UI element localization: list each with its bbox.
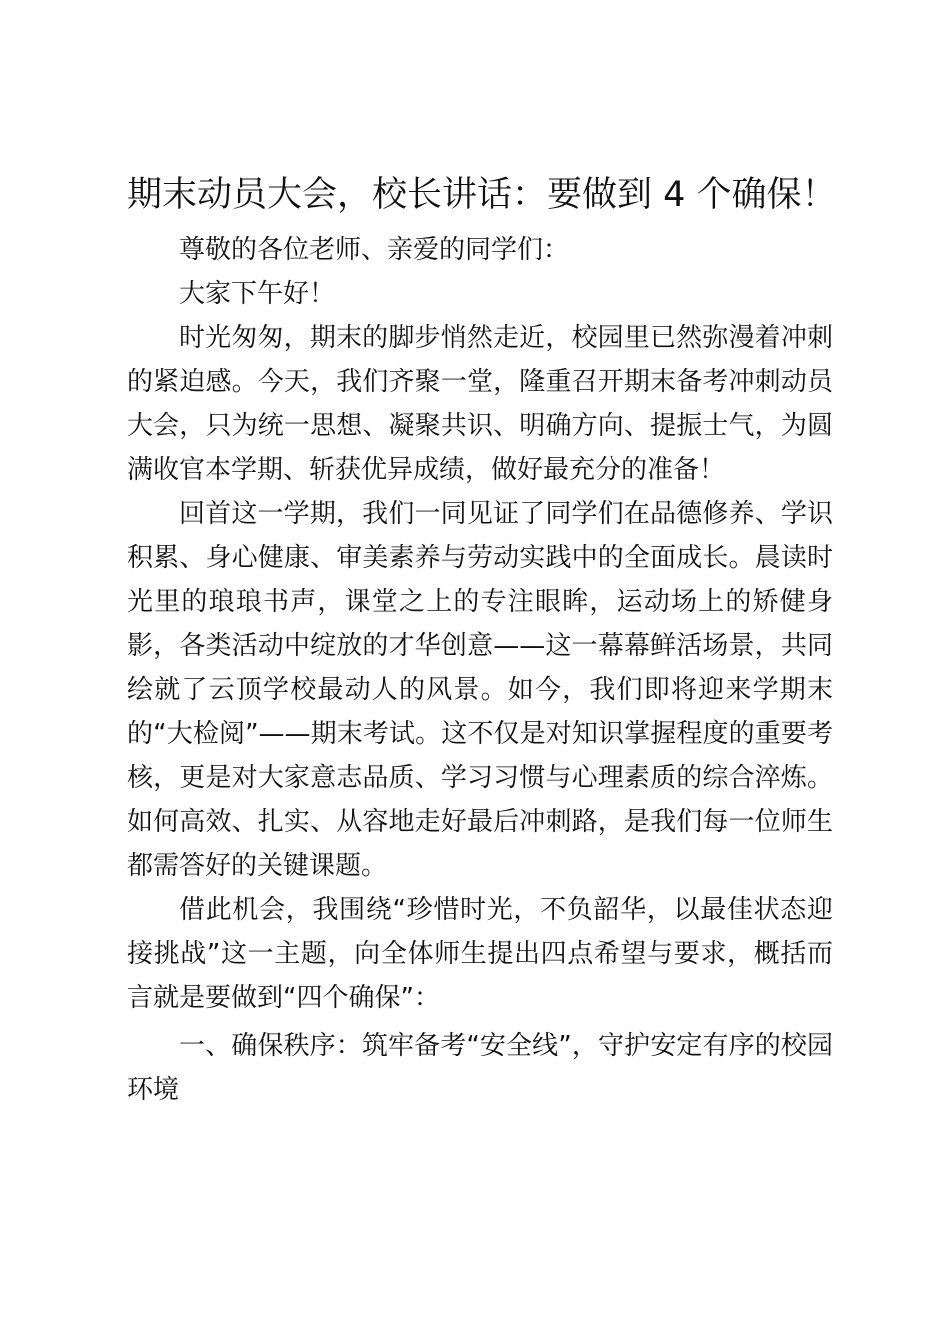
paragraph-review: 回首这一学期，我们一同见证了同学们在品德修养、学识积累、身心健康、审美素养与劳动实践中的全面成长。晨读时光里的琅琅书声，课堂之上的专注眼眸，运动场上的矫健身影，各类活动中绽放的才华创意——这一幕幕鲜活场景，共同绘就了云顶学校最动人的风景。如今，我们即将迎来学期末的“大检阅”——期末考试。这不仅是对知识掌握程度的重要考核，更是对大家意志品质、学习习惯与心理素质的综合淬炼。如何高效、扎实、从容地走好最后冲刺路，是我们每一位师生都需答好的关键课题。 — [127, 499, 833, 881]
document-title: 期末动员大会，校长讲话：要做到 4 个确保！ — [127, 175, 837, 215]
paragraph-theme: 借此机会，我围绕“珍惜时光，不负韶华，以最佳状态迎接挑战”这一主题，向全体师生提出四点希望与要求，概括而言就是要做到“四个确保”： — [127, 895, 833, 1013]
section-heading-1: 一、确保秩序：筑牢备考“安全线”，守护安定有序的校园环境 — [127, 1031, 833, 1105]
paragraph-intro: 时光匆匆，期末的脚步悄然走近，校园里已然弥漫着冲刺的紧迫感。今天，我们齐聚一堂，隆重召开期末备考冲刺动员大会，只为统一思想、凝聚共识、明确方向、提振士气，为圆满收官本学期、斩获优异成绩，做好最充分的准备！ — [127, 323, 833, 485]
salutation: 尊敬的各位老师、亲爱的同学们： — [179, 235, 570, 265]
greeting: 大家下午好！ — [179, 279, 336, 309]
document-body — [127, 228, 833, 1112]
